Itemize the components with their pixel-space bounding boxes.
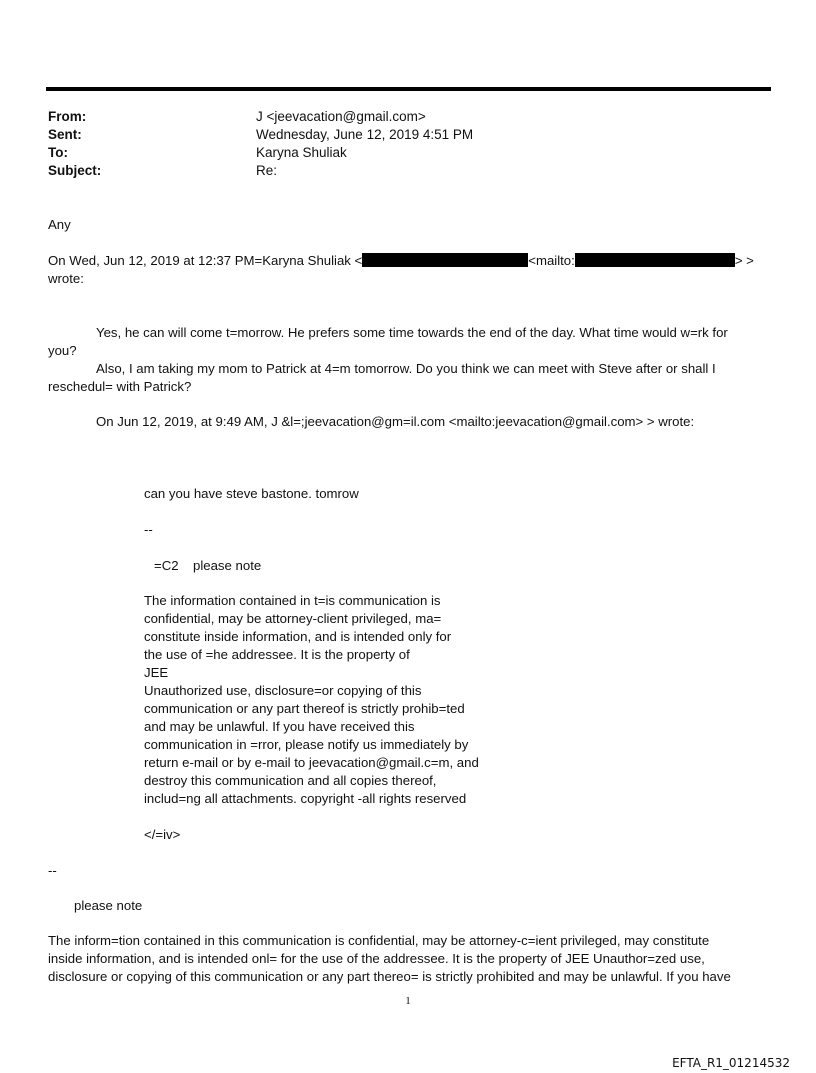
reply-line: you? [48,343,77,358]
request-text: can you have steve bastone. tomrow [144,486,359,501]
disclaimer-line: constitute inside information, and is intended only for [144,629,452,644]
quote-attribution-1 [48,252,754,270]
disclaimer-line: communication in =rror, please notify us immediately by [144,737,469,752]
disclaimer-line: disclosure or copying of this communication or any part thereo= is strictly prohibited and may be unlawful. If you have [48,969,731,984]
redaction-block [575,253,735,267]
subject-label: Subject: [48,163,102,178]
signature-separator: -- [48,863,57,878]
subject-row [48,162,748,180]
please-note-label: please note [193,558,262,573]
disclaimer-line: the use of =he addressee. It is the property of [144,647,410,662]
disclaimer-line: and may be unlawful. If you have received this [144,719,415,734]
disclaimer-line: Unauthorized use, disclosure=or copying of this [144,683,422,698]
disclaimer-line: confidential, may be attorney-client privileged, ma= [144,611,442,626]
reply-line: Also, I am taking my mom to Patrick at 4=m tomorrow. Do you think we can meet with Steve after or shall I [96,361,716,376]
disclaimer-line: destroy this communication and all copies thereof, [144,773,437,788]
mailto-prefix: <mailto: [528,253,575,268]
from-label: From: [48,109,87,124]
redaction-block [362,253,528,267]
disclaimer-line: return e-mail or by e-mail to jeevacation@gmail.c=m, and [144,755,479,770]
disclaimer-line: includ=ng all attachments. copyright -all rights reserved [144,791,467,806]
to-label: To: [48,145,68,160]
quote-attribution-wrote: wrote: [48,271,84,286]
reply-text: Any [48,217,71,232]
header-rule [46,87,771,91]
subject-value: Re: [256,163,278,178]
bates-number: EFTA_R1_01214532 [672,1056,790,1070]
sent-row [48,126,748,144]
disclaimer-block [144,592,504,808]
quote-attribution-prefix: On Wed, Jun 12, 2019 at 12:37 PM=Karyna Shuliak < [48,253,363,268]
disclaimer-line: inside information, and is intended onl= for the use of the addressee. It is the property of JEE Unauthor=zed use, [48,951,705,966]
to-value: Karyna Shuliak [256,145,347,160]
reply-line: reschedul= with Patrick? [48,379,192,394]
disclaimer-line: The inform=tion contained in this communication is confidential, may be attorney-c=ient privileged, may constitute [48,933,710,948]
reply-line: Yes, he can will come t=morrow. He prefers some time towards the end of the day. What time would w=rk for [96,325,728,340]
quote-attribution-suffix: > > [734,253,754,268]
from-row [48,108,748,126]
email-header [48,108,748,180]
footer-disclaimer-block [48,932,768,986]
disclaimer-line: communication or any part thereof is strictly prohib=ted [144,701,465,716]
to-row [48,144,748,162]
quote-attribution-2: On Jun 12, 2019, at 9:49 AM, J &l=;jeevacation@gm=il.com <mailto:jeevacation@gmail.com> > wrote: [96,414,695,429]
sent-value: Wednesday, June 12, 2019 4:51 PM [256,127,474,142]
disclaimer-line: JEE [144,665,169,680]
encoding-artifact: =C2 [154,558,179,573]
html-artifact: </=iv> [144,827,181,842]
please-note-label: please note [74,898,143,913]
disclaimer-line: The information contained in t=is communication is [144,593,441,608]
sent-label: Sent: [48,127,82,142]
signature-separator: -- [144,522,153,537]
page-number: 1 [405,995,411,1007]
from-value: J <jeevacation@gmail.com> [256,109,426,124]
